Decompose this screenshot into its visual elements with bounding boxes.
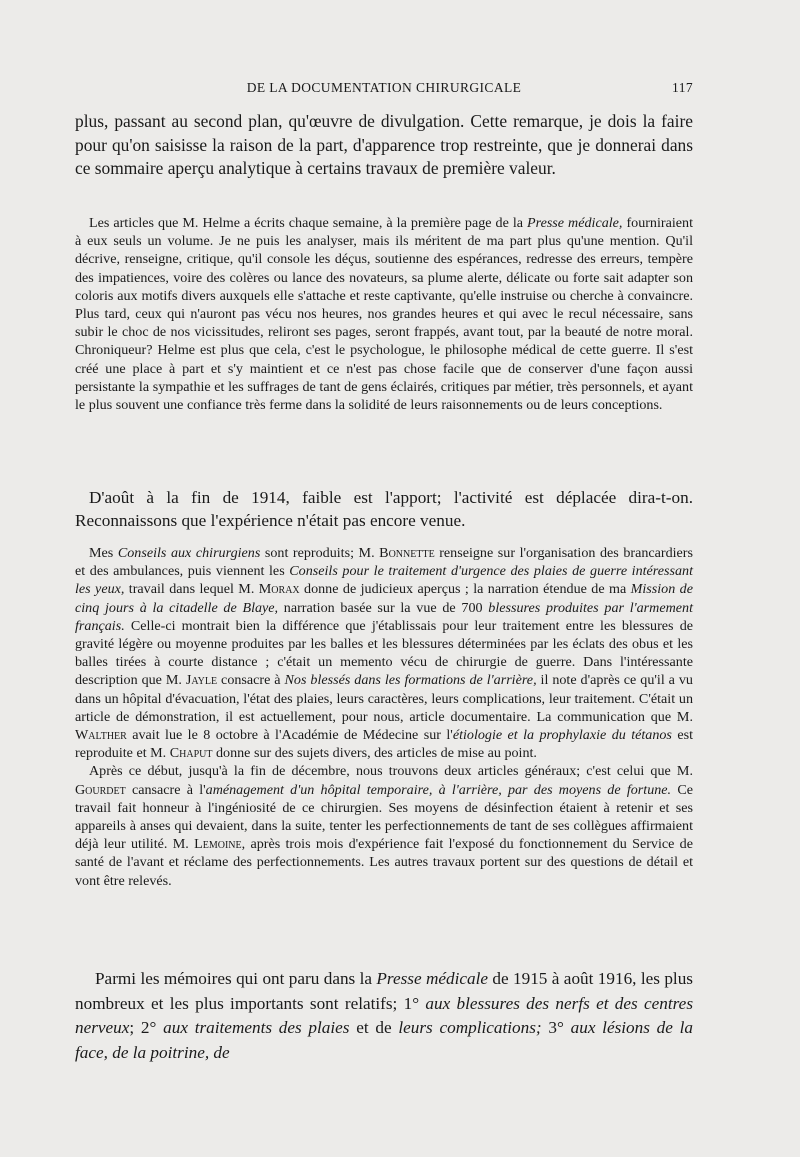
work-title: aménagement d'un hôpital temporaire, à l'arrière, par des moyens de fortune. [205, 781, 672, 798]
text-run: fourniraient à eux seuls un volume. Je ne puis les analyser, mais ils méritent de ma part plus qu'une mention. Qu'il décrive, renseigne, critique, qu'il console les déçus, soutienne des espérances, redresse des erreurs, tempère des impatiences, voire des colères ou lance des novateurs, sa plume alerte, délicate ou forte sait adapter son coloris aux motifs divers auxquels elle s'attache et reste captivante, qu'elle instruise ou cherche à convaincre. Plus tard, ceux qui n'auront pas vécu nos heures, nos grandes heures et qui avec le recul nécessaire, sans subir le choc de nos vicissitudes, reliront ses pages, seront frappés, avant tout, par la beauté de notre moral. Chroniqueur? Helme est plus que cela, c'est le psychologue, le philosophe médical de cette guerre. Il s'est créé une place à part et s'y maintient et ce n'est pas chose facile que de conserver d'une façon aussi persistante la sympathie et les suffrages de tant de gens éclairés, critiques par métier, très personnels, et ayant le plus souvent une confiance très ferme dans la solidité de leurs raisonnements ou de leurs conceptions. [75, 215, 693, 414]
text-run: narration basée sur la vue de 700 [278, 599, 489, 616]
text-run: Celle-ci montrait bien la différence que j'établissais pour leur traitement entre les blessures de gravité légère ou moyenne produites par les balles et les blessures déterminées par les éclats des obus et les balles tirées à courte distance ; c'était un memento vécu de chirurgie de guerre. Dans l'intéressante description que M. [75, 617, 693, 689]
text-run: est reproduite et M. [75, 727, 693, 762]
work-title: étiologie et la prophylaxie du tétanos [452, 727, 672, 744]
text-run: ; 2° [129, 1018, 164, 1037]
text-run: et de [349, 1018, 399, 1037]
topic-title: aux traitements des plaies [163, 1018, 350, 1037]
text-run: 3° [541, 1018, 571, 1037]
paragraph-conseils-text [75, 544, 693, 762]
page-number: 117 [672, 80, 693, 95]
text-run: renseigne sur l'organisation des brancardiers et des ambulances, puis viennent les [75, 545, 693, 580]
running-title: DE LA DOCUMENTATION CHIRURGICALE [246, 80, 522, 95]
paragraph-intro [75, 110, 693, 181]
author-name: Lemoine [194, 836, 242, 853]
author-name: Walther [75, 727, 127, 744]
text-run: sont reproduits; M. [260, 545, 380, 561]
author-name: Morax [258, 581, 300, 598]
paragraph-memoires-text [75, 967, 693, 1065]
paragraph-helme [75, 214, 693, 414]
topic-title: leurs complications; [398, 1018, 542, 1037]
author-name: Bonnette [379, 545, 435, 561]
work-title: Conseils aux chirurgiens [117, 545, 261, 561]
journal-title: Presse médicale, [527, 215, 623, 231]
text-run: Parmi les mémoires qui ont paru dans la [95, 969, 377, 988]
text-run: Après ce début, jusqu'à la fin de décembre, nous trouvons deux articles généraux; c'est celui que M. [89, 763, 693, 780]
running-header [75, 80, 693, 96]
text-run: de 1915 à août 1916, les plus nombreux et les plus importants sont relatifs; 1° [75, 969, 693, 1013]
topic-title: aux lésions de la face, de la poitrine, de [75, 1018, 694, 1062]
paragraph-1914 [75, 486, 693, 532]
text-run: donne sur des sujets divers, des articles de mise au point. [212, 745, 537, 762]
text-run: donne de judicieux aperçus ; la narration étendue de ma [299, 581, 631, 598]
paragraph-conseils [75, 544, 693, 890]
text-run: il note d'après ce qu'il a vu dans un hôpital d'évacuation, l'état des plaies, leurs caractères, leurs complications, leur traitement. C'était un article de démonstration, il est actuellement, pour nous, article documentaire. La communication que M. [75, 672, 693, 725]
text-run: Les articles que M. Helme a écrits chaque semaine, à la première page de la [89, 215, 527, 231]
text-run: avait lue le 8 octobre à l'Académie de Médecine sur l' [126, 727, 453, 744]
text-run: cansacre à l' [125, 781, 206, 798]
paragraph-1914-text: D'août à la fin de 1914, faible est l'apport; l'activité est déplacée dira-t-on. Reconnaissons que l'expérience n'était pas encore venue. [75, 488, 693, 530]
paragraph-intro-text: plus, passant au second plan, qu'œuvre de divulgation. Cette remarque, je dois la faire pour qu'on saisisse la raison de la part, d'apparence trop restreinte, que je donnerai dans ce sommaire aperçu analytique à certains travaux de première valeur. [75, 111, 693, 178]
work-title: Nos blessés dans les formations de l'arrière, [284, 672, 537, 689]
text-run: consacre à [217, 672, 285, 689]
work-title: blessures produites par l'armement français. [75, 599, 693, 634]
text-run: Ce travail fait honneur à l'ingéniosité de ce chirurgien. Ses moyens de désinfection étaient à retenir et ses appareils à anses qui devaient, dans la suite, tenter les perfectionnements de tant de ses collègues affirmaient déjà leur utilité. M. [75, 781, 693, 853]
paragraph-helme-text [75, 214, 693, 414]
work-title: Mission de cinq jours à la citadelle de Blaye, [75, 581, 693, 616]
paragraph-memoires [75, 967, 693, 1065]
author-name: Gourdet [75, 781, 126, 798]
paragraph-gourdet-text [75, 762, 693, 889]
text-run: travail dans lequel M. [124, 581, 259, 598]
text-run: , après trois mois d'expérience fait l'exposé du fonctionnement du Service de santé de l'avant et réclame des perfectionnements. Les autres travaux portent sur des questions de détail et vont être relevés. [75, 836, 693, 889]
topic-title: aux blessures des nerfs et des centres nerveux [75, 993, 694, 1037]
text-run: Mes [89, 545, 118, 561]
journal-title: Presse médicale [376, 969, 489, 988]
work-title: Conseils pour le traitement d'urgence des plaies de guerre intéressant les yeux, [75, 563, 694, 598]
author-name: Chaput [169, 745, 213, 762]
author-name: Jayle [185, 672, 218, 689]
